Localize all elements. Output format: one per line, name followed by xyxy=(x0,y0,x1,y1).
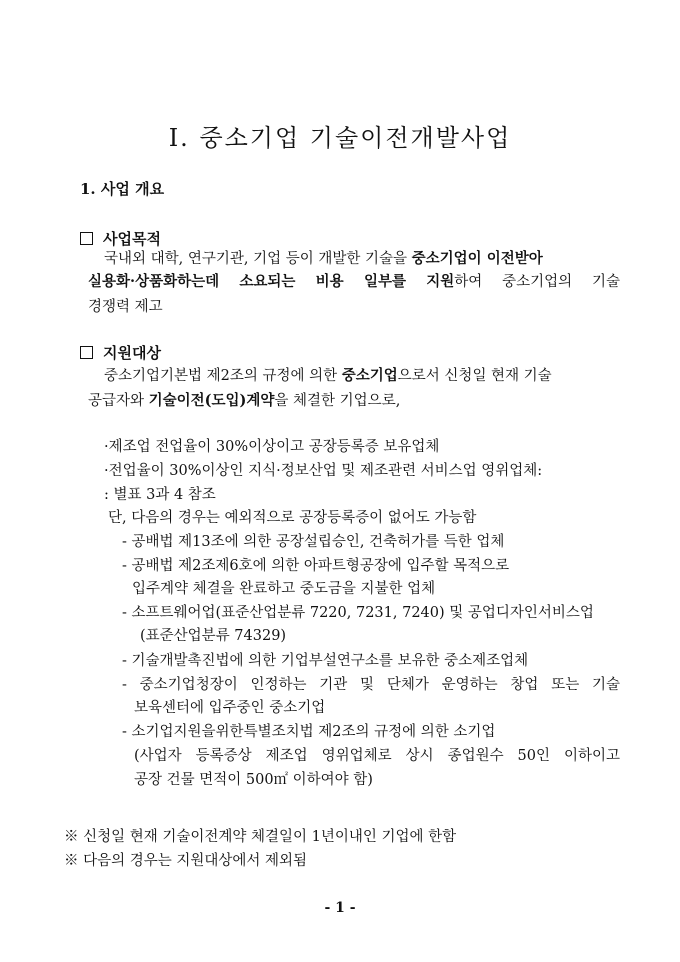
target-line-1: 중소기업기본법 제2조의 규정에 의한 중소기업으로서 신청일 현재 기술 xyxy=(104,367,552,384)
list-item: 입주계약 체결을 완료하고 중도금을 지불한 업체 xyxy=(132,581,436,597)
checkbox-square-icon xyxy=(80,232,93,245)
note: ※ 다음의 경우는 지원대상에서 제외됨 xyxy=(64,853,308,869)
list-item: - 기술개발촉진법에 의한 기업부설연구소를 보유한 중소제조업체 xyxy=(122,653,529,669)
list-item: - 공배법 제2조제6호에 의한 아파트형공장에 입주할 목적으로 xyxy=(122,558,510,574)
purpose-heading: 사업목적 xyxy=(80,228,161,249)
purpose-line-2: 실용화·상품화하는데 소요되는 비용 일부를 지원하여 중소기업의 기술 xyxy=(88,273,620,290)
page-number: - 1 - xyxy=(324,900,356,916)
list-item: ·전업율이 30%이상인 지식·정보산업 및 제조관련 서비스업 영위업체: xyxy=(104,463,543,479)
list-item: - 중소기업청장이 인정하는 기관 및 단체가 운영하는 창업 또는 기술 xyxy=(122,677,620,693)
list-item: (사업자 등록증상 제조업 영위업체로 상시 종업원수 50인 이하이고 xyxy=(134,748,620,764)
checkbox-square-icon xyxy=(80,346,93,359)
list-item: 공장 건물 면적이 500㎡ 이하여야 함) xyxy=(134,772,373,788)
purpose-line-1: 국내외 대학, 연구기관, 기업 등이 개발한 기술을 중소기업이 이전받아 xyxy=(104,250,543,267)
target-line-2: 공급자와 기술이전(도입)계약을 체결한 기업으로, xyxy=(88,392,401,409)
list-item: - 소프트웨어업(표준산업분류 7220, 7231, 7240) 및 공업디자인서비스업 xyxy=(122,605,594,621)
page-title: Ⅰ. 중소기업 기술이전개발사업 xyxy=(168,124,512,152)
list-item: ·제조업 전업율이 30%이상이고 공장등록증 보유업체 xyxy=(104,439,440,455)
purpose-line-3: 경쟁력 제고 xyxy=(88,299,163,315)
list-item: : 별표 3과 4 참조 xyxy=(104,487,216,503)
list-item: - 소기업지원을위한특별조치법 제2조의 규정에 의한 소기업 xyxy=(122,724,496,740)
list-item: 보육센터에 입주중인 중소기업 xyxy=(134,700,326,716)
note: ※ 신청일 현재 기술이전계약 체결일이 1년이내인 기업에 한함 xyxy=(64,829,457,845)
list-item: - 공배법 제13조에 의한 공장설립승인, 건축허가를 득한 업체 xyxy=(122,534,505,550)
exception-text: 단, 다음의 경우는 예외적으로 공장등록증이 없어도 가능함 xyxy=(108,510,477,526)
target-heading: 지원대상 xyxy=(80,342,161,363)
list-item: (표준산업분류 74329) xyxy=(140,628,287,644)
section-heading: 1. 사업 개요 xyxy=(80,180,165,198)
